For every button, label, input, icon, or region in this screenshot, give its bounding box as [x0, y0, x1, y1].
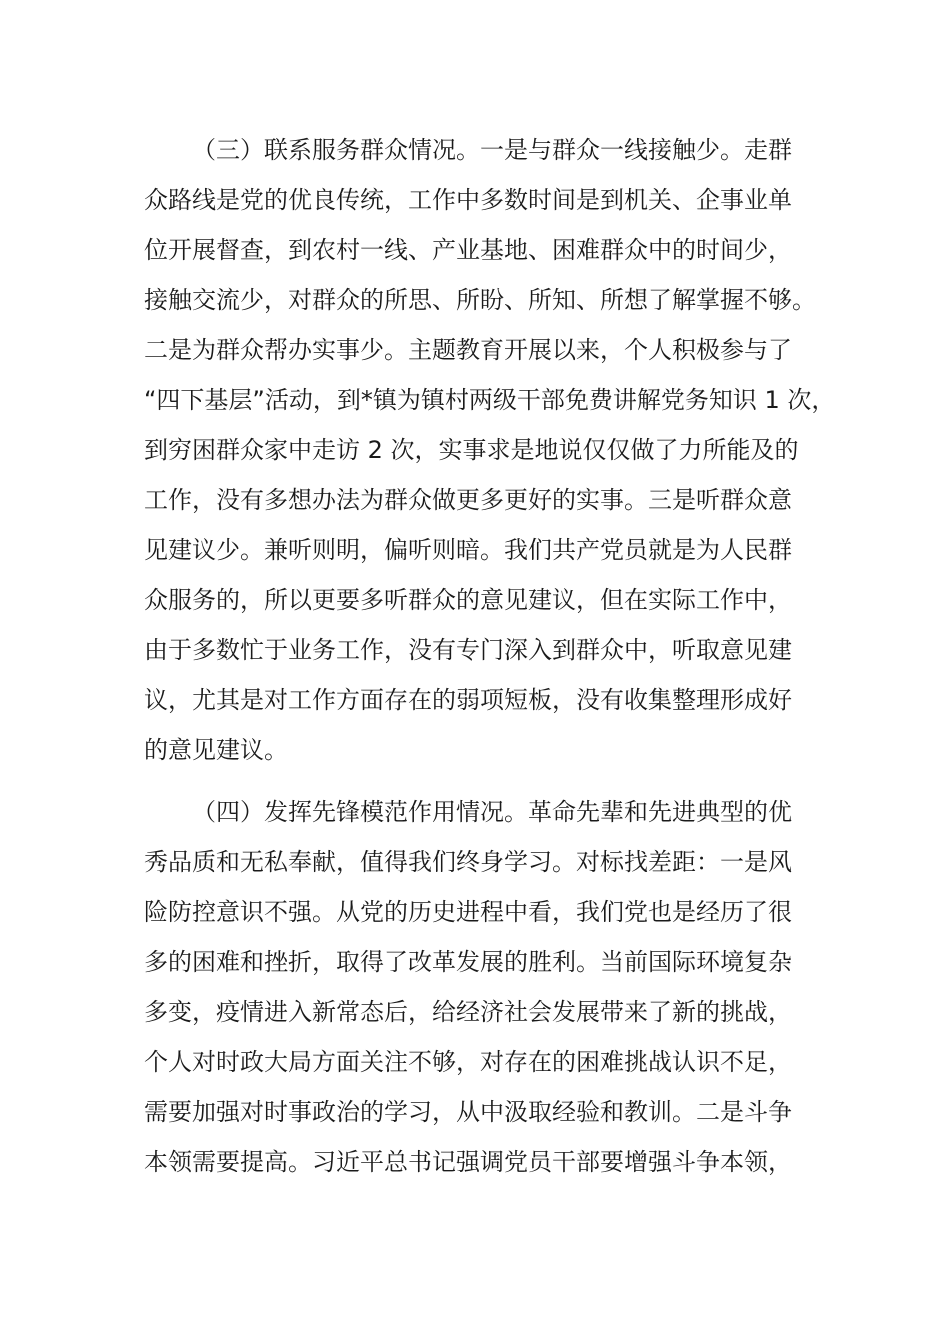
paragraph-3-line-2: 众路线是党的优良传统，工作中多数时间是到机关、企事业单 [144, 186, 792, 214]
paragraph-3-line-7: 到穷困群众家中走访 2 次，实事求是地说仅仅做了力所能及的 [144, 436, 799, 464]
paragraph-4-line-3: 险防控意识不强。从党的历史进程中看，我们党也是经历了很 [144, 898, 792, 926]
paragraph-4-line-8: 本领需要提高。习近平总书记强调党员干部要增强斗争本领， [144, 1148, 792, 1176]
paragraph-3-line-5: 二是为群众帮办实事少。主题教育开展以来，个人积极参与了 [144, 336, 792, 364]
paragraph-3-line-6: “四下基层”活动，到*镇为镇村两级干部免费讲解党务知识 1 次， [144, 386, 836, 414]
paragraph-3-line-9: 见建议少。兼听则明，偏听则暗。我们共产党员就是为人民群 [144, 536, 792, 564]
paragraph-4-line-6: 个人对时政大局方面关注不够，对存在的困难挑战认识不足， [144, 1048, 792, 1076]
paragraph-3-line-3: 位开展督查，到农村一线、产业基地、困难群众中的时间少， [144, 236, 792, 264]
paragraph-3-line-12: 议，尤其是对工作方面存在的弱项短板，没有收集整理形成好 [144, 686, 792, 714]
paragraph-4-line-4: 多的困难和挫折，取得了改革发展的胜利。当前国际环境复杂 [144, 948, 792, 976]
paragraph-3-line-1: （三）联系服务群众情况。一是与群众一线接触少。走群 [192, 136, 792, 164]
paragraph-3-line-8: 工作，没有多想办法为群众做更多更好的实事。三是听群众意 [144, 486, 792, 514]
paragraph-3-line-13: 的意见建议。 [144, 736, 288, 764]
paragraph-3-line-11: 由于多数忙于业务工作，没有专门深入到群众中，听取意见建 [144, 636, 792, 664]
paragraph-4-line-5: 多变，疫情进入新常态后，给经济社会发展带来了新的挑战， [144, 998, 792, 1026]
paragraph-3-line-10: 众服务的，所以更要多听群众的意见建议，但在实际工作中， [144, 586, 792, 614]
paragraph-4-line-2: 秀品质和无私奉献，值得我们终身学习。对标找差距：一是风 [144, 848, 792, 876]
paragraph-4-line-1: （四）发挥先锋模范作用情况。革命先辈和先进典型的优 [192, 798, 792, 826]
paragraph-3-line-4: 接触交流少，对群众的所思、所盼、所知、所想了解掌握不够。 [144, 286, 816, 314]
paragraph-4-line-7: 需要加强对时事政治的学习，从中汲取经验和教训。二是斗争 [144, 1098, 792, 1126]
